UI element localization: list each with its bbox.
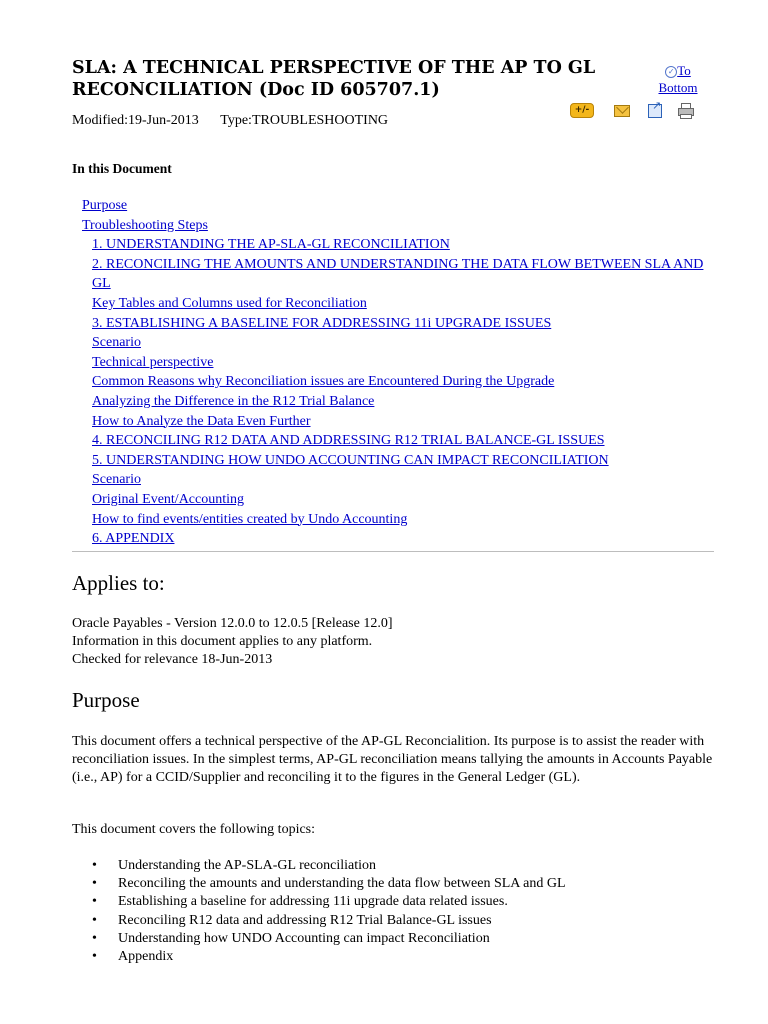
toc-link[interactable]: Analyzing the Difference in the R12 Trial Balance: [92, 393, 375, 409]
modified-date: Modified:19-Jun-2013: [72, 113, 199, 128]
toc-link[interactable]: 3. ESTABLISHING A BASELINE FOR ADDRESSING 11i UPGRADE ISSUES: [92, 315, 552, 331]
list-item: • Reconciling the amounts and understanding the data flow between SLA and GL: [72, 875, 566, 893]
toc-link[interactable]: How to find events/entities created by Undo Accounting: [92, 511, 408, 527]
topics-intro: This document covers the following topics:: [72, 822, 316, 837]
toc-link[interactable]: How to Analyze the Data Even Further: [92, 413, 311, 429]
toc-link[interactable]: 6. APPENDIX: [92, 531, 175, 547]
toc-link[interactable]: 5. UNDERSTANDING HOW UNDO ACCOUNTING CAN IMPACT RECONCILIATION: [92, 452, 609, 468]
applies-to-line: Checked for relevance 18-Jun-2013: [72, 652, 273, 667]
toc-link[interactable]: Key Tables and Columns used for Reconciliation: [92, 295, 367, 311]
list-item: • Understanding how UNDO Accounting can impact Reconciliation: [72, 930, 566, 948]
toc-link[interactable]: Troubleshooting Steps: [82, 217, 208, 233]
document-title: SLA: A TECHNICAL PERSPECTIVE OF THE AP TO GL RECONCILIATION (Doc ID 605707.1): [72, 58, 596, 100]
toc-link[interactable]: 2. RECONCILING THE AMOUNTS AND UNDERSTANDING THE DATA FLOW BETWEEN SLA AND GL: [92, 256, 704, 292]
toc-heading: In this Document: [72, 161, 172, 176]
check-circle-icon: ✓: [665, 66, 677, 78]
email-icon[interactable]: [614, 105, 630, 117]
list-item: • Establishing a baseline for addressing 11i upgrade data related issues.: [72, 893, 566, 911]
purpose-heading: Purpose: [72, 688, 140, 712]
applies-to-text: [72, 615, 393, 669]
toc-link[interactable]: Scenario: [92, 472, 141, 488]
toc-link[interactable]: Purpose: [82, 198, 128, 213]
list-item: • Reconciling R12 data and addressing R12 Trial Balance-GL issues: [72, 912, 566, 930]
to-bottom-label: To Bottom: [658, 63, 698, 95]
document-type: Type:TROUBLESHOOTING: [220, 113, 389, 128]
open-new-window-icon[interactable]: [648, 104, 662, 118]
toc-link[interactable]: 1. UNDERSTANDING THE AP-SLA-GL RECONCILIATION: [92, 237, 450, 253]
document-toolbar: [570, 103, 700, 121]
applies-to-heading: Applies to:: [72, 571, 165, 595]
plus-minus-icon[interactable]: +/-: [570, 103, 594, 118]
document-meta: [72, 113, 388, 129]
list-item: • Understanding the AP-SLA-GL reconciliation: [72, 857, 566, 875]
print-icon[interactable]: [678, 103, 692, 117]
purpose-paragraph: This document offers a technical perspective of the AP-GL Reconcialition. Its purpose is to assist the reader with reconciliation issues. In the simplest terms, AP-GL reconciliation means tallying the amounts in Accounts Payable (i.e., AP) for a CCID/Supplier and reconciling it to the figures in the General Ledger (GL).: [72, 734, 713, 785]
to-bottom-link[interactable]: [648, 62, 708, 96]
applies-to-line: Oracle Payables - Version 12.0.0 to 12.0.5 [Release 12.0]: [72, 616, 393, 631]
table-of-contents: [72, 196, 714, 552]
toc-link[interactable]: Original Event/Accounting: [92, 491, 245, 507]
toc-link[interactable]: Scenario: [92, 335, 141, 351]
toc-link[interactable]: 4. RECONCILING R12 DATA AND ADDRESSING R12 TRIAL BALANCE-GL ISSUES: [92, 433, 605, 449]
toc-link[interactable]: Technical perspective: [92, 354, 214, 370]
applies-to-line: Information in this document applies to any platform.: [72, 634, 373, 649]
toc-link[interactable]: Common Reasons why Reconciliation issues are Encountered During the Upgrade: [92, 374, 555, 390]
list-item: • Appendix: [72, 948, 566, 966]
topics-list: [72, 857, 566, 966]
